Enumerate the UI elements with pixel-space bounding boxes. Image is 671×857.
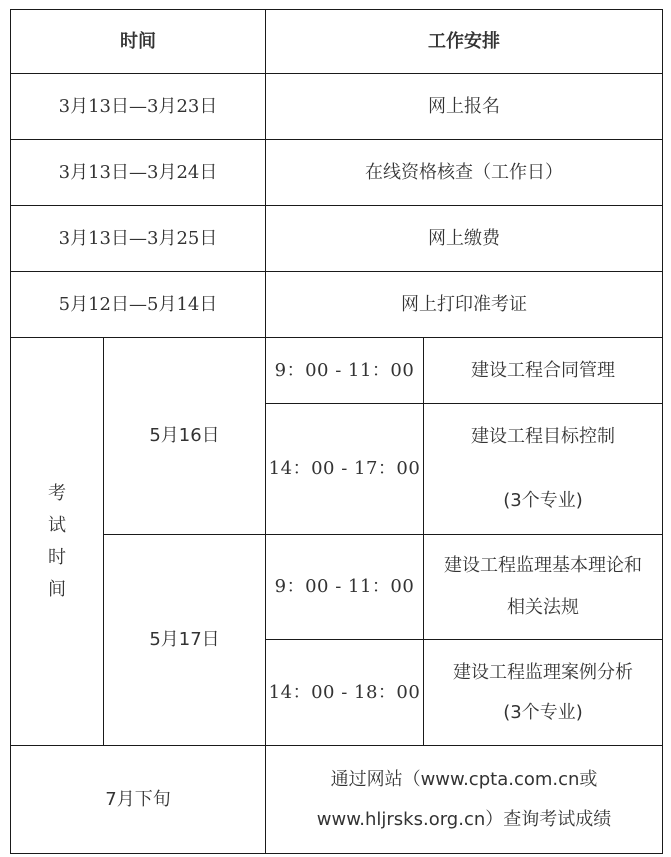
session-time: 14：00 - 17：00	[266, 404, 424, 535]
subject-line: (3个专业)	[503, 490, 583, 511]
row-work: 网上打印准考证	[266, 272, 663, 338]
exam-label-char: 试	[48, 514, 66, 536]
header-work: 工作安排	[266, 10, 663, 74]
exam-label-char: 时	[48, 546, 66, 568]
subject-line: 建设工程监理案例分析	[453, 661, 633, 683]
exam-label-char: 间	[48, 578, 66, 600]
session-time: 9：00 - 11：00	[266, 338, 424, 404]
header-time: 时间	[11, 10, 266, 74]
row-time: 3月13日—3月24日	[11, 140, 266, 206]
row-work: 网上报名	[266, 74, 663, 140]
exam-session-row	[11, 535, 663, 640]
result-info	[266, 746, 663, 854]
row-time: 3月13日—3月25日	[11, 206, 266, 272]
row-time: 3月13日—3月23日	[11, 74, 266, 140]
session-subject	[424, 640, 663, 746]
table-row	[11, 140, 663, 206]
session-subject	[424, 535, 663, 640]
session-subject	[424, 404, 663, 535]
result-line: www.hljrsks.org.cn）查询考试成绩	[316, 808, 612, 830]
exam-date: 5月17日	[104, 535, 266, 746]
session-subject	[424, 338, 663, 404]
row-time: 5月12日—5月14日	[11, 272, 266, 338]
subject-line: 建设工程合同管理	[471, 359, 615, 381]
exam-schedule-table	[10, 9, 663, 854]
exam-date: 5月16日	[104, 338, 266, 535]
table-row	[11, 206, 663, 272]
table-row	[11, 272, 663, 338]
subject-line: 建设工程监理基本理论和	[444, 555, 642, 576]
result-line: 通过网站（www.cpta.com.cn或	[330, 768, 598, 790]
subject-line: 建设工程目标控制	[471, 426, 615, 447]
result-row	[11, 746, 663, 854]
row-work: 网上缴费	[266, 206, 663, 272]
header-row	[11, 10, 663, 74]
session-time: 9：00 - 11：00	[266, 535, 424, 640]
row-work: 在线资格核查（工作日）	[266, 140, 663, 206]
exam-session-row	[11, 338, 663, 404]
result-time: 7月下旬	[11, 746, 266, 854]
session-time: 14：00 - 18：00	[266, 640, 424, 746]
subject-line: 相关法规	[507, 597, 579, 618]
table-row	[11, 74, 663, 140]
exam-time-label	[11, 338, 104, 746]
exam-label-char: 考	[48, 482, 66, 504]
subject-line: (3个专业)	[503, 701, 583, 723]
